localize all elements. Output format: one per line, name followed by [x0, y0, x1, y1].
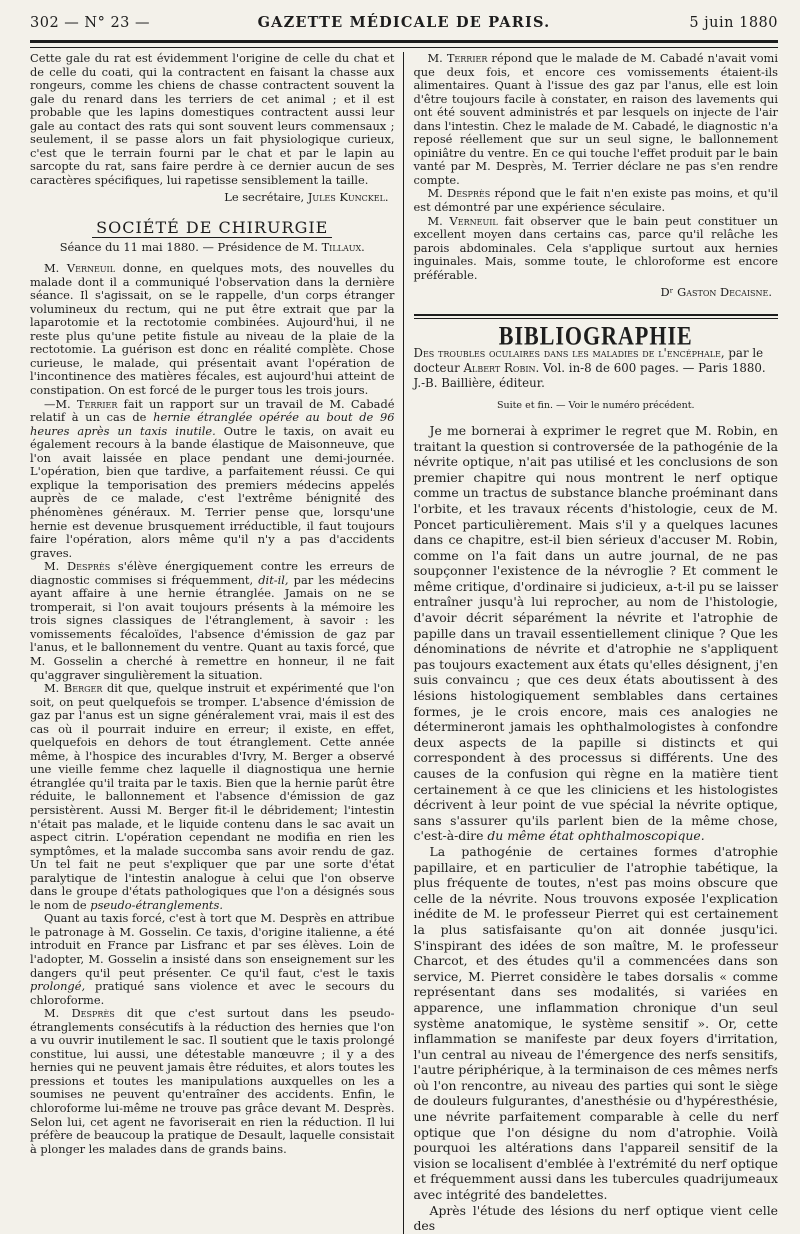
paragraph-text: pratiqué sans violence et avec le secours du chloroforme.: [30, 979, 395, 1007]
paragraph: [30, 682, 395, 912]
book-reference: [414, 346, 779, 391]
paragraph: [30, 398, 395, 561]
book-title: Des troubles oculaires dans les maladies de l'encéphale,: [413, 346, 725, 361]
session-text: Séance du 11 mai 1880. — Présidence de M.: [59, 239, 322, 254]
signature-name: Jules Kunckel.: [307, 190, 389, 205]
paragraph: [30, 912, 395, 1007]
bibliography-heading: BIBLIOGRAPHIE: [498, 320, 693, 351]
review-body: [414, 423, 779, 1234]
speaker-name: M. Berger: [44, 681, 103, 696]
paragraph-text: Je me bornerai à exprimer le regret que M. Robin, en traitant la question si controversée de la pathogénie de la névrite optique, n'ait pas utilisé et les conclusions de son premier chapitre qui nous montrent le nerf optique comme un tractus de substance blanche proéminant dans l'orbite, et les travaux récents d'histologie, ceux de M. Poncet particulièrement. Mais s'il y a quelques lacunes dans ce chapitre, est-il bien sérieux d'accuser M. Robin, comme on l'a fait dans un autre journal, de ne pas soupçonner l'existence de la névroglie ? Et comment le même critique, d'ordinaire si judicieux, a-t-il pu se laisser entraîner jusqu'à lui reprocher, au nom de l'histologie, d'avoir décrit séparément la névrite et l'atrophie de papille dans un travail essentiellement clinique ? Que les dénominations de névrite et d'atrophie ne s'appliquent pas toujours exactement aux états qu'elles désignent, j'en suis convaincu ; que ces deux états aboutissent à des lésions histologiquement semblables dans certaines formes, je le crois encore, mais ces analogies ne détermineront jamais les ophthalmologistes à confondre deux aspects de la papille si distincts et qui correspondent à des processus si différents. Une des causes de la confusion qui règne en la matière tient certainement à ce que les cliniciens et les histologistes décrivent à leur point de vue spécial la névrite optique, sans s'assurer qu'ils parlent bien de la même chose, c'est-à-dire: [413, 422, 778, 844]
paragraph-text: répond que le malade de M. Cabadé n'avait vomi que deux fois, et encore ces vomissements étaient-ils alimentaires. Quant à l'issue des gaz par l'anus, elle est loin d'être toujours facile à constater, en raison des lavements qui ont été souvent administrés et par lesquels on injecte de l'air dans l'intestin. Chez le malade de M. Cabadé, le diagnostic n'a reposé réellement que sur un seul signe, le ballonnement opiniâtre du ventre. En ce qui touche l'effet produit par le bain vanté par M. Desprès, M. Terrier déclare ne pas s'en rendre compte.: [413, 51, 778, 187]
section-title: [30, 218, 395, 238]
columns: [30, 52, 778, 1234]
section-rule: [414, 318, 779, 319]
paragraph: [414, 187, 779, 214]
speaker-name: M. Desprès: [44, 559, 111, 574]
paragraph-text: Cette gale du rat est évidemment l'origine de celle du chat et de celle du coati, qui la contractent en faisant la chasse aux rongeurs, comme les chiens de chasse contractent souvent la gale du renard dans les terriers de cet animal ; et il est probable que les lapins domestiques contractent aussi leur gale au contact des rats qui sont souvent leurs commensaux ; seulement, il se passe alors un fait physiologique curieux, c'est que le terrain fourni par le chat et par le lapin au sarcopte du rat, sans faire perdre à ce dernier aucun de ses caractères spécifiques, lui rapetisse sensiblement la taille.: [30, 51, 395, 187]
paragraph-text: donne, en quelques mots, des nouvelles du malade dont il a communiqué l'observation dans la dernière séance. Il s'agissait, on se le rappelle, d'un corps étranger volumineux du rectum, qui ne put être extrait que par la laparotomie et la rectotomie combinées. Aujourd'hui, il ne reste plus qu'une petite fistule au niveau de la plaie de la rectotomie. La guérison est donc en réalité complète. Chose curieuse, le malade, qui présentait avant l'opération de l'incontinence des matières fécales, est aujourd'hui atteint de constipation. On est forcé de le purger tous les trois jours.: [30, 261, 395, 398]
president-name: Tillaux.: [321, 239, 365, 254]
paragraph-text: fait observer que le bain peut constituer un excellent moyen dans certains cas, parce qu'il relâche les parois abdominales. Cela s'applique surtout aux hernies inguinales. Mais, somme toute, le chloroforme est encore préférable.: [413, 213, 778, 282]
speaker-name: M. Verneuil: [427, 213, 498, 228]
paragraph-text: Quant au taxis forcé, c'est à tort que M. Desprès en attribue le patronage à M. Gosselin. Ce taxis, d'origine italienne, a été introduit en France par Lisfranc et par ses élèves. Loin de l'adopter, M. Gosselin a insisté dans son enseignement sur les dangers qu'il peut présenter. Ce qu'il faut, c'est le taxis: [30, 911, 395, 980]
speaker-name: M. Desprès: [427, 186, 491, 201]
paragraph-text: par les médecins ayant affaire à une hernie étranglée. Jamais on ne se tromperait, si l'on avait toujours présents à la mémoire les trois signes classiques de l'étranglement, à savoir : les vomissements fécaloïdes, l'absence d'émission de gaz par l'anus, et le ballonnement du ventre. Quant au taxis forcé, que M. Gosselin a cherché à remettre en honneur, il ne fait qu'aggraver singulièrement la situation.: [30, 572, 395, 682]
signature: [30, 191, 389, 205]
paragraph: [414, 423, 779, 844]
speaker-name: M. Terrier: [427, 51, 488, 65]
emphasis-text: hernie étranglée opérée au bout de 96 heures après un taxis inutile.: [30, 410, 395, 438]
signature: Dʳ Gaston Decaisne.: [660, 285, 772, 300]
paragraph: [30, 52, 395, 187]
paragraph: [30, 1007, 395, 1156]
paragraph: [414, 215, 779, 283]
issue-date: 5 juin 1880: [689, 15, 778, 31]
paragraph-text: Outre le taxis, on avait eu également recours à la bande élastique de Maisonneuve, que l'on avait laissée en place pendant une demi-journée. L'opération, bien que tardive, a parfaitement réussi. Ce qui explique la temporisation des premiers médecins appelés auprès de ce malade, c'est l'extrême bénignité des phénomènes généraux. M. Terrier pense que, lorsqu'une hernie est devenue brusquement irréductible, il faut toujours faire l'opération, alors même qu'il n'y a pas d'accidents graves.: [30, 423, 395, 560]
speaker-name: M. Verneuil: [44, 261, 116, 276]
speaker-name: —M. Terrier: [44, 396, 118, 411]
page-number: 302 — N° 23 —: [30, 15, 151, 31]
paragraph: [414, 1203, 779, 1234]
continuation-note: Suite et fin. — Voir le numéro précédent.: [496, 400, 695, 412]
paragraph-text: La pathogénie de certaines formes d'atrophie papillaire, et en particulier de l'atrophie tabétique, la plus fréquente de toutes, n'est pas moins obscure que celle de la névrite. Nous trouvons exposée l'explication inédite de M. le professeur Pierret qui est certainement la plus satisfaisante qu'on ait donnée jusqu'ici. S'inspirant des idées de son maître, M. le professeur Charcot, et des études qu'il a commencées dans son service, M. Pierret considère le tabes dorsalis « comme représentant dans ses modalités, si variées en apparence, une inflammation chronique d'un seul système anatomique, le système sensitif ». Or, cette inflammation se manifeste par deux foyers d'irritation, l'un central au niveau de l'émergence des nerfs sensitifs, l'autre périphérique, à la terminaison de ces mêmes nerfs où l'on rencontre, au niveau des parties qui sont le siège de douleurs fulgurantes, d'anesthésie ou d'hypéresthésie, une névrite parfaitement comparable à celle du nerf optique que l'on désigne du nom d'atrophie. Voilà pourquoi les altérations dans l'appareil sensitif de la vision se localisent d'emblée à l'extrémité du nerf optique et fréquemment aussi dans les tubercules quadrijumeaux avec intégrité des bandelettes.: [413, 843, 778, 1203]
paragraph-text: s'élève énergiquement contre les erreurs de diagnostic commises si fréquemment,: [30, 559, 395, 587]
book-author: Albert Robin.: [463, 361, 540, 376]
session-line: [30, 241, 395, 255]
left-column: [30, 52, 403, 1234]
emphasis-text: prolongé,: [30, 979, 86, 994]
paragraph: [414, 844, 779, 1203]
paragraph-text: fait un rapport sur un travail de M. Cabadé relatif à un cas de: [30, 396, 395, 425]
book-text: par le docteur: [413, 346, 764, 376]
paragraph-text: Après l'étude des lésions du nerf optique vient celle des: [413, 1202, 778, 1234]
paragraph-text: dit que, quelque instruit et expérimenté que l'on soit, on peut quelquefois se tromper. L'absence d'émission de gaz par l'anus est un signe généralement vrai, mais il est des cas où il pourrait induire en erreur; il existe, en effet, quelquefois en dehors de tout étranglement. Cette année même, à l'hospice des incurables d'Ivry, M. Berger a observé une vieille femme chez laquelle il diagnostiqua une hernie étranglée qu'il traita par le taxis. Bien que la hernie parût être réduite, le ballonnement et l'absence d'émission de gaz persistèrent. Aussi M. Berger fit-il le débridement; l'intestin n'était pas malade, et le liquide contenu dans le sac avait un aspect citrin. L'opération cependant ne modifia en rien les symptômes, et la malade succomba sans avoir rendu de gaz. Un tel fait ne peut s'expliquer que par une sorte d'état paralytique de l'intestin analogue à celui que l'on observe dans le groupe d'états pathologiques que l'on a désignés sous le nom de: [30, 681, 395, 912]
emphasis-text: dit-il,: [258, 572, 289, 587]
section-rule: [414, 314, 779, 316]
signature-prefix: Le secrétaire,: [224, 190, 308, 205]
right-column: [403, 52, 779, 1234]
emphasis-text: pseudo-étranglements.: [90, 897, 223, 912]
paragraph: [30, 262, 395, 397]
society-title: SOCIÉTÉ DE CHIRURGIE: [92, 218, 332, 238]
book-text: Vol. in-8 de 600 pages. — Paris 1880. J.-B. Baillière, éditeur.: [413, 361, 766, 391]
running-header: [30, 14, 778, 38]
paragraph-text: dit que c'est surtout dans les pseudo-étranglements consécutifs à la réduction des hernies que l'on a vu ouvrir inutilement le sac. Il soutient que le taxis prolongé constitue, lui aussi, une détestable manœuvre ; il y a des hernies qui ne peuvent jamais être réduites, et alors toutes les pressions et toutes les manipulations auxquelles on les a soumises ne peuvent qu'entraîner des accidents. Enfin, le chloroforme lui-même ne trouve pas grâce devant M. Desprès. Selon lui, cet agent ne favoriserait en rien la réduction. Il lui préfère de beaucoup la pratique de Desault, laquelle consistait à plonger les malades dans de grands bains.: [30, 1006, 395, 1156]
paragraph: [30, 560, 395, 682]
header-rule: [30, 40, 778, 48]
emphasis-text: du même état ophthalmoscopique.: [487, 828, 705, 844]
paragraph-text: répond que le fait n'en existe pas moins, et qu'il est démontré par une expérience séculaire.: [413, 186, 779, 215]
paragraph: [414, 52, 779, 187]
journal-title: GAZETTE MÉDICALE DE PARIS.: [257, 14, 551, 31]
speaker-name: M. Desprès: [44, 1006, 115, 1021]
